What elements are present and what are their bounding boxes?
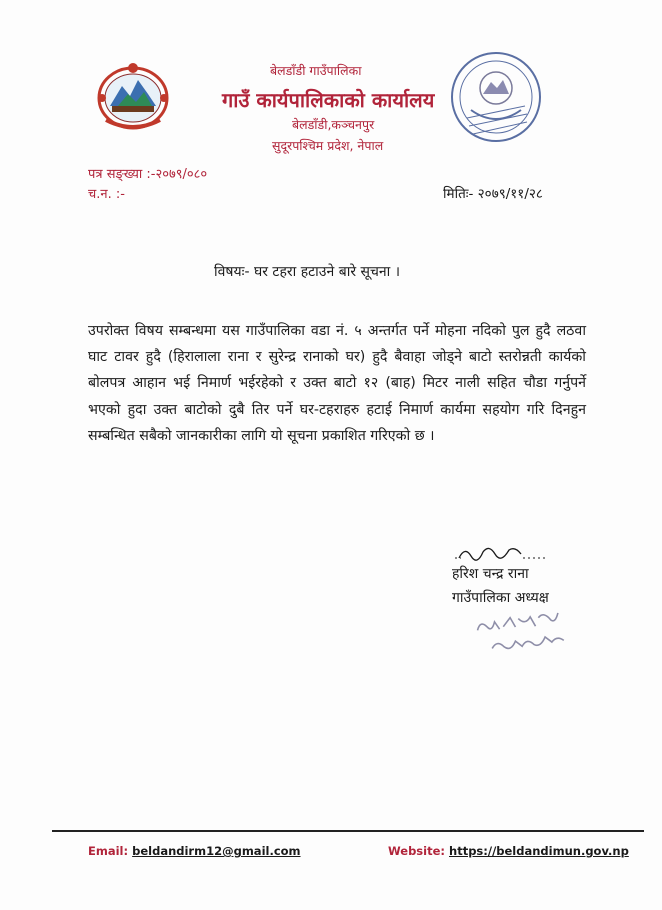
website-link[interactable]: https://beldandimun.gov.np: [449, 844, 629, 858]
reference-number: पत्र सङ्ख्या :-२०७९/०८०: [88, 167, 208, 182]
footer-website: [388, 844, 629, 858]
office-title: गाउँ कार्यपालिकाको कार्यालय: [222, 88, 435, 112]
nepal-emblem-icon: [92, 58, 174, 136]
letter-date: मितिः- २०७९/११/२८: [443, 186, 543, 202]
office-address: बेलडाँडी,कञ्चनपुर: [292, 117, 375, 132]
website-label: Website:: [388, 844, 445, 858]
municipality-name: बेलडाँडी गाउँपालिका: [270, 63, 362, 78]
email-link[interactable]: beldandirm12@gmail.com: [132, 844, 301, 858]
dispatch-number: च.न. :-: [88, 187, 125, 202]
letter-body: उपरोक्त विषय सम्बन्धमा यस गाउँपालिका वडा नं. ५ अन्तर्गत पर्ने मोहना नदिको पुल हुदै लठवा घाट टावर हुदै (हिरालाला राना र सुरेन्द्र रानाको घर) हुदै बैवाहा जोड्ने बाटो स्तरोन्नती कार्यको बोलपत्र आहान भई निमार्ण भईरहेको र उक्त बाटो १२ (बाह) मिटर नाली सहित चौडा गर्नुपर्ने भएको हुदा उक्त बाटोको दुबै तिर पर्ने घर-टहराहरु हटाई निमार्ण कार्यमा सहयोग गरि दिनहुन सम्बन्धित सबैको जानकारीका लागि यो सूचना प्रकाशित गरिएको छ ।: [88, 323, 586, 444]
signatory-title: गाउँपालिका अध्यक्ष: [452, 590, 549, 606]
email-label: Email:: [88, 844, 129, 858]
signature-stamp-icon: [470, 605, 590, 655]
footer-email: [88, 844, 301, 858]
signatory-name: हरिश चन्द्र राना: [452, 566, 529, 582]
footer-divider: [52, 830, 644, 832]
office-stamp-icon: [447, 48, 545, 146]
office-province: सुदूरपश्चिम प्रदेश, नेपाल: [272, 138, 384, 153]
letter-subject: विषयः- घर टहरा हटाउने बारे सूचना ।: [214, 264, 401, 280]
signature-scribble-icon: [455, 540, 550, 564]
